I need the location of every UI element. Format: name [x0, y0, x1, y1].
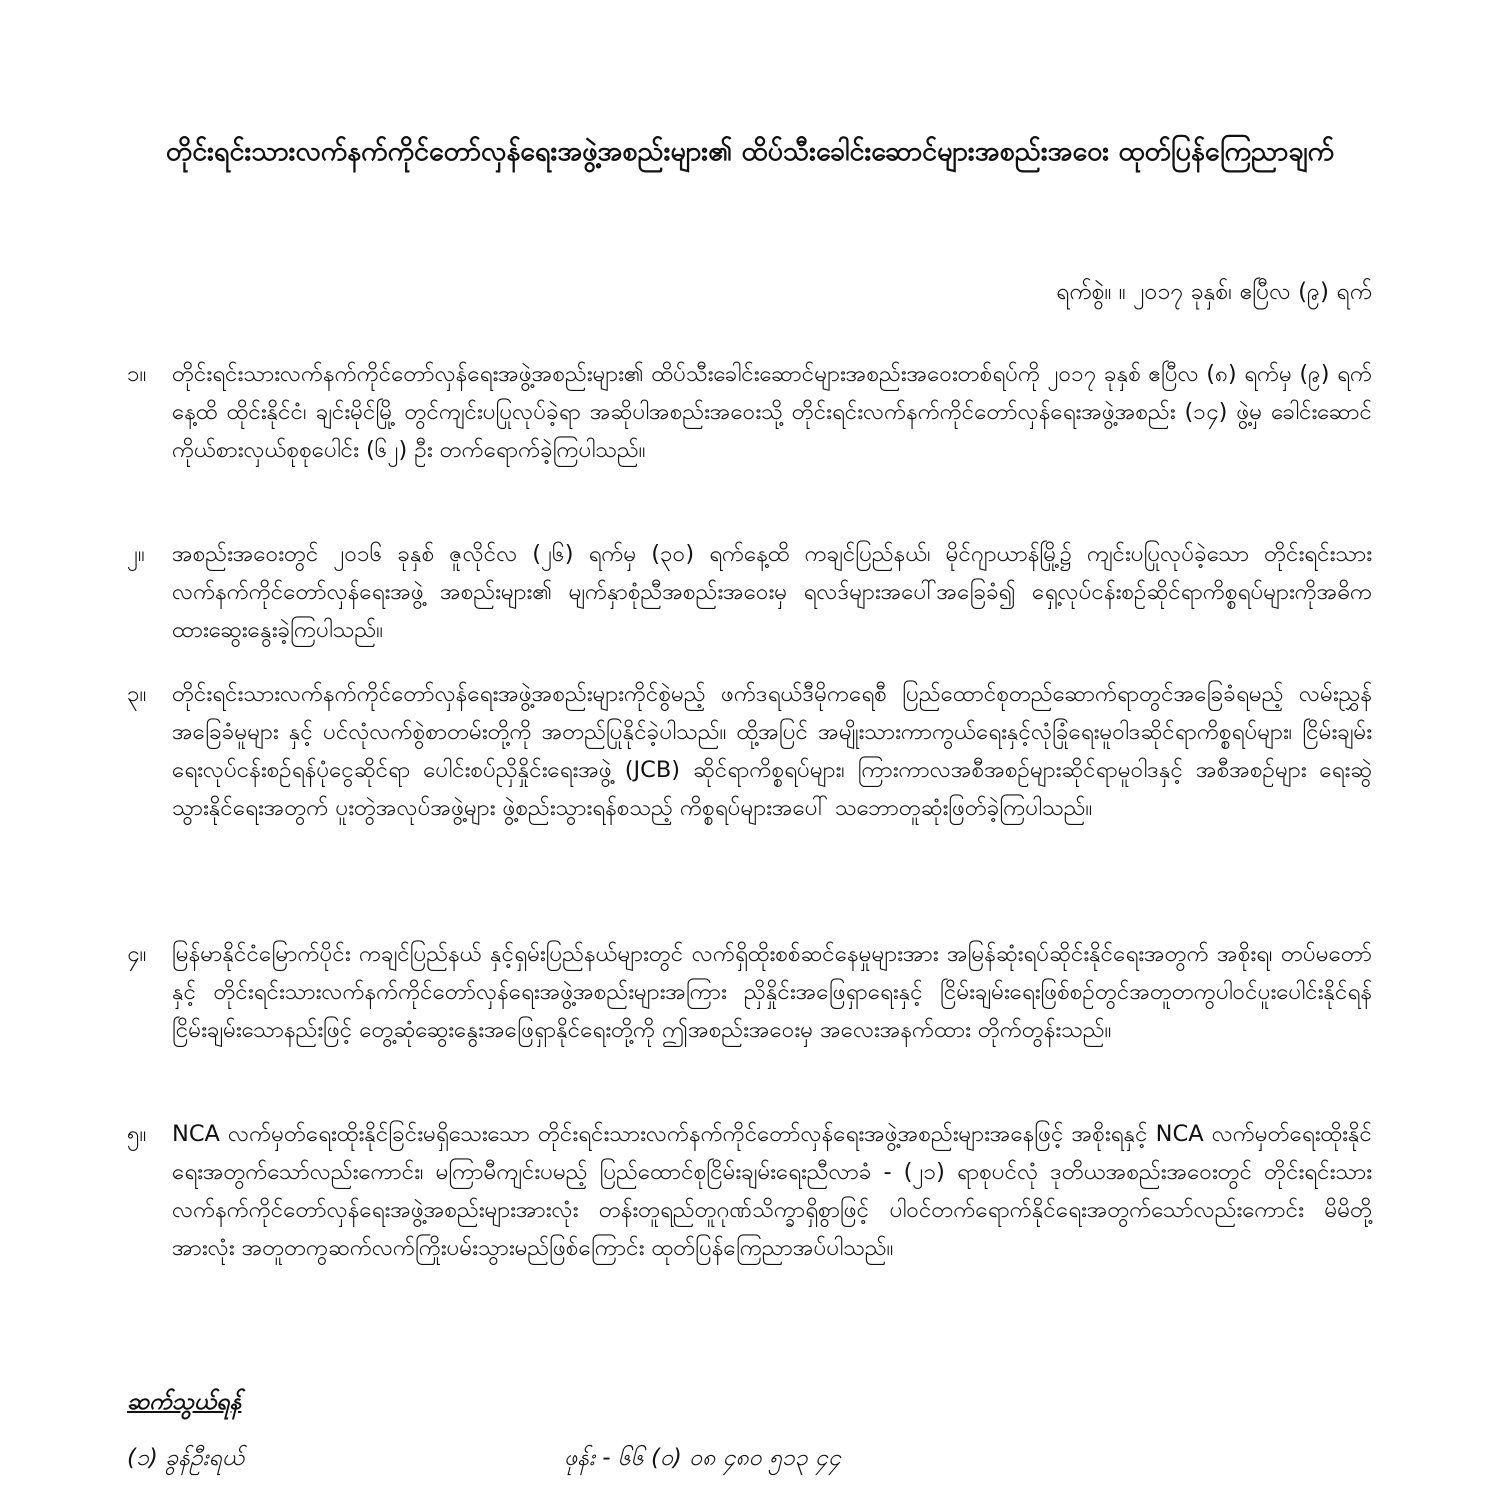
paragraph-5 [127, 1115, 1372, 1267]
paragraph-number: ၃။ [127, 681, 147, 707]
document-title: တိုင်းရင်းသားလက်နက်ကိုင်တော်လှန်ရေးအဖွဲ့အစည်းများ၏ ထိပ်သီးခေါင်းဆောင်များအစည်းအဝေး ထုတ်ပြန်ကြေညာချက် [165, 136, 1335, 167]
paragraph-number: ၁။ [127, 361, 147, 387]
contact-heading: ဆက်သွယ်ရန် [127, 1389, 242, 1415]
paragraph-3 [127, 675, 1372, 827]
paragraph-number: ၂။ [127, 541, 145, 567]
paragraph-text: မြန်မာနိုင်ငံမြောက်ပိုင်း ကချင်ပြည်နယ် နှင့်ရှမ်းပြည်နယ်များတွင် လက်ရှိထိုးစစ်ဆင်နေမှုများအား အမြန်ဆုံးရပ်ဆိုင်းနိုင်ရေးအတွက် အစိုးရ၊ တပ်မတော်နှင့် တိုင်းရင်းသားလက်နက်ကိုင်တော်လှန်ရေးအဖွဲ့အစည်းများအကြား ညှိနှိုင်းအဖြေရှာရေးနှင့် ငြိမ်းချမ်းရေးဖြစ်စဉ်တွင်အတူတကွပါဝင်ပူးပေါင်းနိုင်ရန် ငြိမ်းချမ်းသောနည်းဖြင့် တွေ့ဆုံဆွေးနွေးအဖြေရှာနိုင်ရေးတို့ကို ဤအစည်းအဝေးမှ အလေးအနက်ထား တိုက်တွန်းသည်။ [172, 941, 1372, 1043]
paragraph-4 [127, 935, 1372, 1049]
paragraph-2 [127, 535, 1372, 649]
paragraph-text: တိုင်းရင်းသားလက်နက်ကိုင်တော်လှန်ရေးအဖွဲ့အစည်းများကိုင်စွဲမည့် ဖက်ဒရယ်ဒီမိုကရေစီ ပြည်ထောင်စုတည်ဆောက်ရာတွင်အခြေခံရမည့် လမ်းညွှန်အခြေခံမူများ နှင့် ပင်လုံလက်စွဲစာတမ်းတို့ကို အတည်ပြုနိုင်ခဲ့ပါသည်။ ထို့အပြင် အမျိုးသားကာကွယ်ရေးနှင့်လုံခြုံရေးမူဝါဒဆိုင်ရာကိစ္စရပ်များ၊ ငြိမ်းချမ်းရေးလုပ်ငန်းစဉ်ရန်ပုံငွေဆိုင်ရာ ပေါင်းစပ်ညှိနှိုင်းရေးအဖွဲ့ (JCB) ဆိုင်ရာကိစ္စရပ်များ၊ ကြားကာလအစီအစဉ်များဆိုင်ရာမူဝါဒနှင့် အစီအစဉ်များ ရေးဆွဲသွားနိုင်ရေးအတွက် ပူးတွဲအလုပ်အဖွဲ့များ ဖွဲ့စည်းသွားရန်စသည့် ကိစ္စရပ်များအပေါ် သဘောတူဆုံးဖြတ်ခဲ့ကြပါသည်။ [172, 681, 1372, 821]
contact-phone: ဖုန်း - ၆၆ (၀) ၀၈ ၄၈၀ ၅၁၃ ၄၄ [564, 1445, 841, 1471]
date-line: ရက်စွဲ။ ။ ၂၀၁၇ ခုနှစ်၊ ဧပြီလ (၉) ရက် [1055, 279, 1372, 305]
paragraph-1 [127, 355, 1372, 469]
paragraph-number: ၄။ [127, 941, 147, 967]
contact-name: (၁) ခွန်ဦးရယ် [127, 1445, 245, 1471]
paragraph-text: NCA လက်မှတ်ရေးထိုးနိုင်ခြင်းမရှိသေးသော တိုင်းရင်းသားလက်နက်ကိုင်တော်လှန်ရေးအဖွဲ့အစည်းများအနေဖြင့် အစိုးရနှင့် NCA လက်မှတ်ရေးထိုးနိုင်ရေးအတွက်သော်လည်းကောင်း၊ မကြာမီကျင်းပမည့် ပြည်ထောင်စုငြိမ်းချမ်းရေးညီလာခံ - (၂၁) ရာစုပင်လုံ ဒုတိယအစည်းအဝေးတွင် တိုင်းရင်းသားလက်နက်ကိုင်တော်လှန်ရေးအဖွဲ့အစည်းများအားလုံး တန်းတူရည်တူဂုဏ်သိက္ခာရှိစွာဖြင့် ပါဝင်တက်ရောက်နိုင်ရေးအတွက်သော်လည်းကောင်း မိမိတို့အားလုံး အတူတကွဆက်လက်ကြိုးပမ်းသွားမည်ဖြစ်ကြောင်း ထုတ်ပြန်ကြေညာအပ်ပါသည်။ [172, 1121, 1372, 1261]
paragraph-text: အစည်းအဝေးတွင် ၂၀၁၆ ခုနှစ် ဇူလိုင်လ (၂၆) ရက်မှ (၃၀) ရက်နေ့ထိ ကချင်ပြည်နယ်၊ မိုင်ဂျာယာန်မြို့၌ ကျင်းပပြုလုပ်ခဲ့သော တိုင်းရင်းသားလက်နက်ကိုင်တော်လှန်ရေးအဖွဲ့ အစည်းများ၏ မျက်နှာစုံညီအစည်းအဝေးမှ ရလဒ်များအပေါ်အခြေခံ၍ ရှေ့လုပ်ငန်းစဉ်ဆိုင်ရာကိစ္စရပ်များကိုအဓိကထားဆွေးနွေးခဲ့ကြပါသည်။ [172, 541, 1372, 643]
paragraph-text: တိုင်းရင်းသားလက်နက်ကိုင်တော်လှန်ရေးအဖွဲ့အစည်းများ၏ ထိပ်သီးခေါင်းဆောင်များအစည်းအဝေးတစ်ရပ်ကို ၂၀၁၇ ခုနှစ် ဧပြီလ (၈) ရက်မှ (၉) ရက်နေ့ထိ ထိုင်းနိုင်ငံ၊ ချင်းမိုင်မြို့ တွင်ကျင်းပပြုလုပ်ခဲ့ရာ အဆိုပါအစည်းအဝေးသို့ တိုင်းရင်းလက်နက်ကိုင်တော်လှန်ရေးအဖွဲ့အစည်း (၁၄) ဖွဲ့မှ ခေါင်းဆောင်ကိုယ်စားလှယ်စုစုပေါင်း (၆၂) ဦး တက်ရောက်ခဲ့ကြပါသည်။ [172, 361, 1372, 463]
paragraph-number: ၅။ [127, 1121, 147, 1147]
